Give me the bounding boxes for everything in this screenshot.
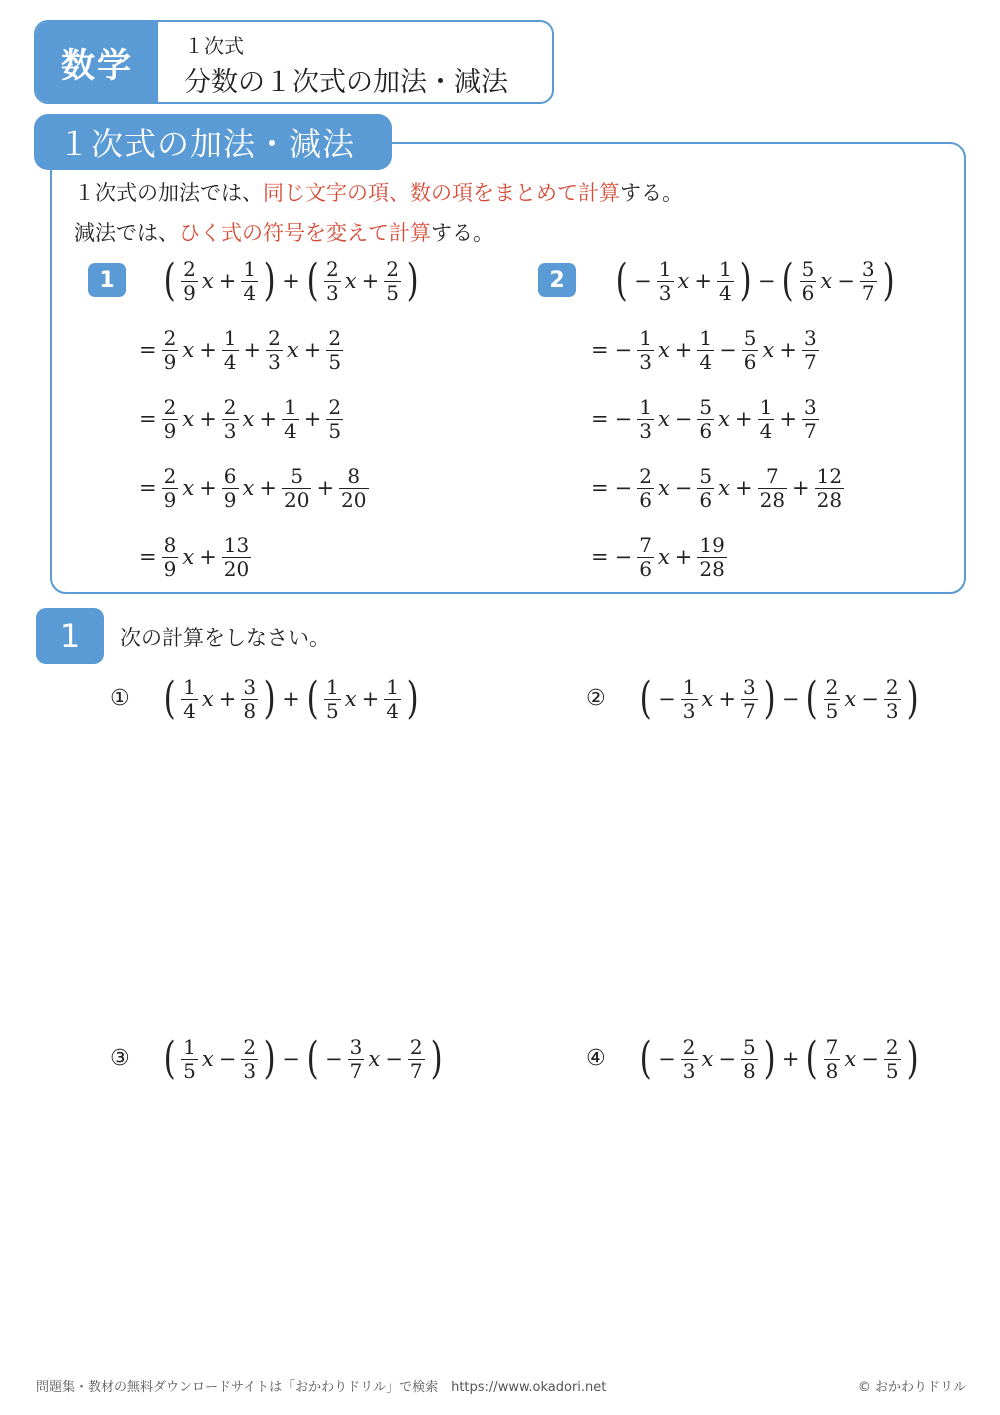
problem-label: ②	[586, 686, 606, 711]
operator: +	[218, 687, 237, 711]
parenthesis: (	[806, 673, 819, 724]
variable: x	[701, 687, 714, 711]
denominator: 4	[283, 418, 297, 443]
parenthesis: )	[739, 255, 752, 306]
example-step	[588, 392, 821, 446]
numerator: 1	[326, 674, 339, 699]
operator: −	[674, 476, 693, 500]
parenthesis: )	[406, 673, 419, 724]
parenthesis: )	[906, 673, 919, 724]
denominator: 28	[759, 487, 786, 512]
variable: x	[201, 687, 214, 711]
operator: −	[218, 1047, 237, 1071]
operator: +	[259, 407, 277, 431]
operator: +	[243, 338, 262, 362]
parenthesis: )	[263, 1033, 276, 1084]
numerator: 1	[682, 674, 696, 699]
denominator: 6	[699, 487, 713, 512]
variable: x	[844, 687, 857, 711]
denominator: 3	[639, 349, 652, 374]
numerator: 2	[163, 325, 177, 350]
numerator: 2	[223, 394, 237, 419]
numerator: 2	[409, 1034, 423, 1059]
operator: −	[614, 338, 633, 362]
denominator: 7	[409, 1058, 423, 1083]
operator: =	[139, 407, 157, 431]
numerator: 5	[743, 325, 757, 350]
variable: x	[820, 269, 833, 293]
variable: x	[657, 545, 670, 569]
fraction	[282, 465, 311, 512]
fraction	[241, 1036, 258, 1083]
fraction	[697, 534, 726, 581]
denominator: 7	[742, 698, 756, 723]
rule-text: する。	[620, 181, 683, 205]
operator: =	[591, 476, 609, 500]
fraction	[697, 327, 714, 374]
problem-label: ④	[586, 1046, 606, 1071]
denominator: 6	[639, 556, 652, 581]
example-problem	[612, 254, 898, 308]
numerator: 1	[639, 325, 652, 350]
variable: x	[344, 687, 357, 711]
denominator: 6	[699, 418, 713, 443]
denominator: 4	[183, 698, 196, 723]
fraction	[802, 327, 819, 374]
denominator: 4	[699, 349, 713, 374]
denominator: 5	[328, 349, 342, 374]
numerator: 2	[163, 463, 177, 488]
numerator: 3	[861, 256, 875, 281]
denominator: 5	[183, 1058, 196, 1083]
variable: x	[182, 545, 195, 569]
operator: +	[303, 407, 322, 431]
rule-text: 減法では、	[74, 221, 179, 245]
operator: +	[361, 269, 380, 293]
fraction	[222, 396, 239, 443]
denominator: 4	[223, 349, 237, 374]
numerator: 3	[803, 325, 817, 350]
parenthesis: (	[306, 673, 319, 724]
denominator: 7	[861, 280, 875, 305]
numerator: 3	[742, 674, 756, 699]
variable: x	[286, 338, 299, 362]
fraction	[222, 465, 239, 512]
denominator: 20	[341, 487, 367, 512]
numerator: 2	[163, 394, 177, 419]
fraction	[384, 258, 401, 305]
rule-line-2	[74, 218, 494, 248]
fraction	[824, 1036, 841, 1083]
fraction	[339, 465, 368, 512]
numerator: 1	[243, 256, 257, 281]
fraction	[222, 327, 239, 374]
fraction	[181, 258, 198, 305]
variable: x	[368, 1047, 381, 1071]
denominator: 9	[163, 487, 177, 512]
operator: −	[385, 1047, 403, 1071]
parenthesis: (	[163, 673, 176, 724]
denominator: 8	[243, 698, 257, 723]
fraction	[181, 1036, 198, 1083]
operator: −	[837, 269, 855, 293]
parenthesis: )	[882, 255, 895, 306]
fraction	[241, 676, 258, 723]
numerator: 5	[801, 256, 815, 281]
fraction	[384, 676, 401, 723]
denominator: 5	[328, 418, 342, 443]
example-badge: 2	[538, 263, 576, 297]
fraction	[741, 676, 758, 723]
operator: −	[658, 687, 676, 711]
numerator: 8	[163, 532, 177, 557]
numerator: 6	[223, 463, 237, 488]
numerator: 7	[639, 532, 652, 557]
rule-line-1	[74, 178, 683, 208]
variable: x	[657, 407, 670, 431]
denominator: 9	[163, 556, 177, 581]
parenthesis: )	[263, 255, 276, 306]
parenthesis: )	[263, 673, 276, 724]
fraction	[162, 534, 179, 581]
fraction	[324, 258, 341, 305]
problem-instruction: 次の計算をしなさい。	[120, 626, 330, 650]
numerator: 1	[183, 674, 196, 699]
operator: +	[259, 476, 277, 500]
fraction	[758, 396, 775, 443]
problem-set-badge: 1	[36, 608, 104, 664]
numerator: 1	[718, 256, 732, 281]
parenthesis: )	[406, 255, 419, 306]
parenthesis: (	[306, 255, 319, 306]
problem-expression	[160, 1032, 446, 1086]
denominator: 3	[658, 280, 672, 305]
numerator: 5	[699, 463, 713, 488]
fraction	[657, 258, 674, 305]
numerator: 2	[326, 256, 339, 281]
numerator: 5	[699, 394, 713, 419]
numerator: 1	[639, 394, 652, 419]
denominator: 5	[825, 698, 839, 723]
denominator: 3	[268, 349, 281, 374]
denominator: 3	[885, 698, 899, 723]
variable: x	[242, 407, 255, 431]
numerator: 1	[283, 394, 297, 419]
fraction	[741, 1036, 758, 1083]
rule-highlight: ひく式の符号を変えて計算	[179, 221, 431, 245]
denominator: 20	[283, 487, 310, 512]
fraction	[324, 676, 341, 723]
variable: x	[344, 269, 357, 293]
operator: +	[218, 269, 237, 293]
denominator: 4	[243, 280, 257, 305]
operator: −	[718, 1047, 736, 1071]
numerator: 5	[742, 1034, 756, 1059]
operator: +	[779, 338, 797, 362]
fraction	[326, 396, 343, 443]
fraction	[637, 396, 654, 443]
operator: +	[792, 476, 810, 500]
numerator: 3	[243, 674, 257, 699]
operator: +	[734, 407, 753, 431]
numerator: 2	[328, 394, 342, 419]
numerator: 3	[349, 1034, 363, 1059]
fraction	[717, 258, 734, 305]
parenthesis: )	[430, 1033, 443, 1084]
denominator: 8	[742, 1058, 756, 1083]
fraction	[162, 327, 179, 374]
operator: −	[719, 338, 737, 362]
fraction	[884, 676, 901, 723]
variable: x	[718, 476, 730, 500]
fraction	[637, 534, 654, 581]
operator: −	[614, 476, 633, 500]
denominator: 6	[743, 349, 757, 374]
denominator: 3	[243, 1058, 257, 1083]
operator: −	[674, 407, 693, 431]
fraction	[681, 1036, 698, 1083]
operator: −	[634, 269, 652, 293]
numerator: 2	[825, 674, 839, 699]
operator: +	[674, 545, 693, 569]
fraction	[681, 676, 698, 723]
numerator: 7	[825, 1034, 839, 1059]
example-step	[136, 461, 371, 515]
numerator: 2	[183, 256, 196, 281]
denominator: 6	[801, 280, 815, 305]
example-step	[136, 323, 345, 377]
operator: =	[139, 338, 157, 362]
problem-expression	[636, 672, 922, 726]
denominator: 9	[163, 349, 177, 374]
numerator: 2	[243, 1034, 257, 1059]
variable: x	[718, 407, 730, 431]
operator: +	[199, 407, 217, 431]
operator: =	[591, 338, 609, 362]
fraction	[637, 465, 654, 512]
variable: x	[657, 338, 670, 362]
operator: +	[199, 545, 217, 569]
fraction	[637, 327, 654, 374]
problem-label: ③	[110, 1046, 130, 1071]
operator: +	[781, 1047, 800, 1071]
example-step	[588, 461, 846, 515]
operator: −	[658, 1047, 676, 1071]
variable: x	[657, 476, 670, 500]
fraction	[326, 327, 343, 374]
operator: −	[614, 407, 633, 431]
operator: −	[781, 687, 800, 711]
numerator: 2	[268, 325, 281, 350]
variable: x	[242, 476, 255, 500]
parenthesis: (	[639, 1033, 652, 1084]
variable: x	[701, 1047, 714, 1071]
denominator: 4	[759, 418, 773, 443]
denominator: 8	[825, 1058, 839, 1083]
fraction	[162, 396, 179, 443]
variable: x	[201, 269, 214, 293]
problem-label: ①	[110, 686, 130, 711]
unit-label: １次式	[184, 34, 244, 58]
denominator: 7	[803, 349, 817, 374]
operator: +	[316, 476, 335, 500]
operator: −	[757, 269, 776, 293]
variable: x	[762, 338, 775, 362]
operator: −	[614, 545, 633, 569]
problem-expression	[636, 1032, 922, 1086]
fraction	[348, 1036, 365, 1083]
denominator: 3	[639, 418, 652, 443]
operator: −	[282, 1047, 300, 1071]
numerator: 7	[765, 463, 779, 488]
variable: x	[844, 1047, 857, 1071]
operator: +	[303, 338, 322, 362]
denominator: 20	[223, 556, 250, 581]
fraction	[815, 465, 844, 512]
fraction	[266, 327, 283, 374]
denominator: 5	[326, 698, 339, 723]
footer-site-note: 問題集・教材の無料ダウンロードサイトは「おかわりドリル」で検索 https://www.okadori.net	[36, 1380, 607, 1395]
fraction	[758, 465, 787, 512]
denominator: 3	[682, 698, 696, 723]
parenthesis: (	[163, 1033, 176, 1084]
denominator: 6	[639, 487, 652, 512]
example-step	[588, 530, 729, 584]
fraction	[742, 327, 759, 374]
parenthesis: (	[306, 1033, 319, 1084]
operator: =	[139, 545, 157, 569]
numerator: 1	[759, 394, 773, 419]
fraction	[408, 1036, 425, 1083]
numerator: 1	[658, 256, 672, 281]
fraction	[824, 676, 841, 723]
numerator: 8	[347, 463, 361, 488]
example-problem	[160, 254, 422, 308]
parenthesis: (	[163, 255, 176, 306]
denominator: 9	[183, 280, 196, 305]
operator: +	[199, 476, 217, 500]
variable: x	[182, 476, 195, 500]
worksheet-header	[34, 20, 554, 104]
operator: +	[734, 476, 753, 500]
example-step	[588, 323, 821, 377]
numerator: 2	[885, 674, 899, 699]
variable: x	[677, 269, 690, 293]
subject-label: 数学	[36, 22, 158, 102]
operator: −	[861, 687, 879, 711]
operator: +	[199, 338, 217, 362]
fraction	[860, 258, 877, 305]
operator: +	[694, 269, 712, 293]
operator: −	[861, 1047, 879, 1071]
operator: +	[282, 269, 300, 293]
fraction	[282, 396, 299, 443]
numerator: 2	[328, 325, 342, 350]
operator: +	[282, 687, 300, 711]
rule-highlight: 同じ文字の項、数の項をまとめて計算	[263, 181, 620, 205]
fraction	[241, 258, 258, 305]
denominator: 4	[718, 280, 732, 305]
numerator: 2	[386, 256, 399, 281]
denominator: 4	[386, 698, 399, 723]
operator: +	[718, 687, 736, 711]
numerator: 12	[816, 463, 843, 488]
operator: =	[591, 545, 609, 569]
fraction	[802, 396, 819, 443]
denominator: 7	[803, 418, 817, 443]
operator: =	[591, 407, 609, 431]
rule-text: １次式の加法では、	[74, 181, 263, 205]
variable: x	[182, 407, 195, 431]
example-step	[136, 530, 253, 584]
operator: +	[361, 687, 380, 711]
section-title: １次式の加法・減法	[34, 114, 392, 170]
fraction	[800, 258, 817, 305]
numerator: 19	[699, 532, 725, 557]
rule-text: する。	[431, 221, 494, 245]
denominator: 28	[816, 487, 843, 512]
parenthesis: )	[906, 1033, 919, 1084]
numerator: 2	[682, 1034, 696, 1059]
parenthesis: (	[639, 673, 652, 724]
parenthesis: (	[782, 255, 795, 306]
denominator: 3	[326, 280, 339, 305]
footer-copyright: © おかわりドリル	[857, 1380, 966, 1395]
operator: −	[325, 1047, 343, 1071]
fraction	[697, 396, 714, 443]
numerator: 5	[290, 463, 304, 488]
variable: x	[182, 338, 195, 362]
numerator: 13	[223, 532, 250, 557]
parenthesis: )	[763, 1033, 776, 1084]
numerator: 3	[803, 394, 817, 419]
fraction	[697, 465, 714, 512]
denominator: 5	[885, 1058, 899, 1083]
variable: x	[201, 1047, 214, 1071]
fraction	[162, 465, 179, 512]
denominator: 7	[349, 1058, 363, 1083]
denominator: 5	[386, 280, 399, 305]
numerator: 1	[699, 325, 713, 350]
denominator: 3	[223, 418, 237, 443]
numerator: 1	[223, 325, 237, 350]
denominator: 9	[223, 487, 237, 512]
parenthesis: )	[763, 673, 776, 724]
operator: =	[139, 476, 157, 500]
numerator: 2	[639, 463, 652, 488]
fraction	[222, 534, 251, 581]
operator: +	[779, 407, 797, 431]
denominator: 3	[682, 1058, 696, 1083]
example-step	[136, 392, 345, 446]
problem-expression	[160, 672, 422, 726]
numerator: 2	[885, 1034, 899, 1059]
fraction	[181, 676, 198, 723]
parenthesis: (	[615, 255, 628, 306]
example-badge: 1	[88, 263, 126, 297]
operator: +	[674, 338, 693, 362]
fraction	[884, 1036, 901, 1083]
parenthesis: (	[806, 1033, 819, 1084]
numerator: 1	[183, 1034, 196, 1059]
numerator: 1	[386, 674, 399, 699]
worksheet-title: 分数の１次式の加法・減法	[184, 67, 508, 98]
denominator: 28	[699, 556, 725, 581]
denominator: 9	[163, 418, 177, 443]
